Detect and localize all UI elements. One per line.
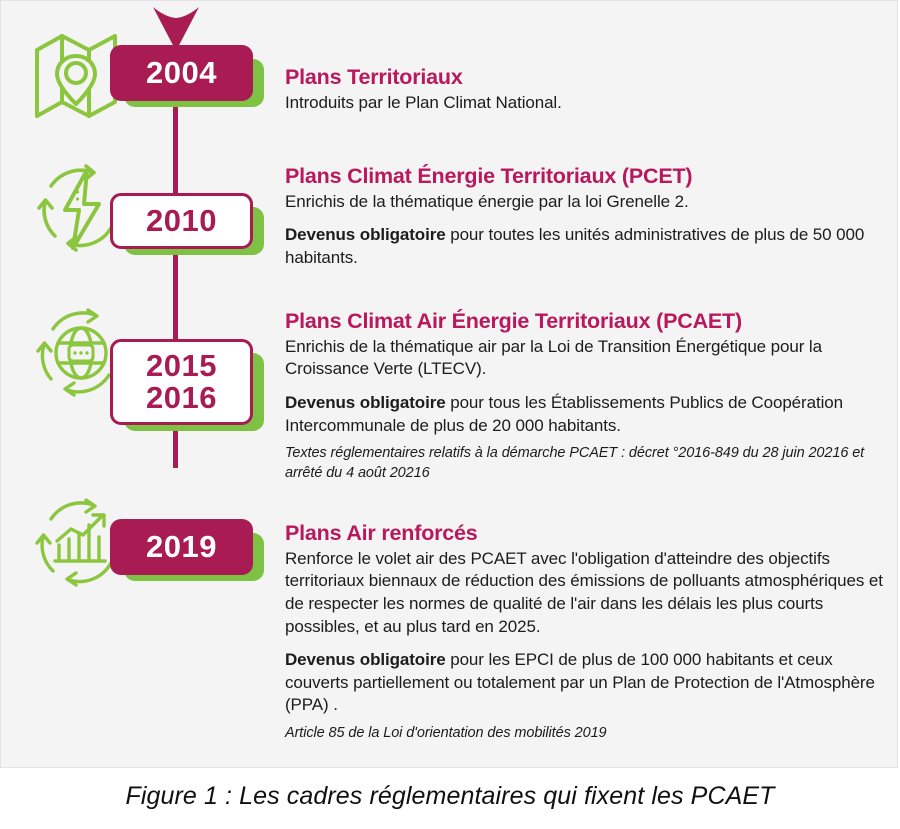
milestone-paragraph	[285, 224, 890, 269]
year-badge-2004	[110, 45, 264, 107]
milestone-paragraph	[285, 336, 890, 381]
paragraph-text: Introduits par le Plan Climat National.	[285, 92, 562, 112]
badge-front-card	[110, 45, 253, 101]
paragraph-text: Renforce le volet air des PCAET avec l'obligation d'atteindre des objectifs territoriaux biennaux de réduction des émissions de polluants atmosphériques et de respecter les normes de qualité de l'air dans les délais les plus courts possibles, et au plus tard en 2025.	[285, 548, 883, 636]
year-badge-2019	[110, 519, 264, 581]
badge-front-card	[110, 519, 253, 575]
figure-caption: Figure 1 : Les cadres réglementaires qui fixent les PCAET	[125, 782, 775, 810]
badge-front-card	[110, 193, 253, 249]
milestone-paragraph	[285, 392, 890, 437]
year-label: 2019	[146, 529, 217, 565]
paragraph-text: Enrichis de la thématique air par la Loi de Transition Énergétique pour la Croissance Verte (LTECV).	[285, 336, 822, 379]
milestone-note: Article 85 de la Loi d'orientation des mobilités 2019	[285, 725, 607, 742]
year-badge-2015-2016	[110, 339, 264, 431]
year-label: 2015	[146, 348, 217, 384]
paragraph-lead: Devenus obligatoire	[285, 225, 446, 245]
milestone-heading: Plans Air renforcés	[285, 521, 478, 545]
timeline-connector-2	[173, 245, 178, 353]
milestone-paragraph	[285, 92, 890, 115]
milestone-heading: Plans Climat Énergie Territoriaux (PCET)	[285, 164, 693, 188]
year-label: 2004	[146, 55, 217, 91]
paragraph-text: pour tous les Établissements Publics de Coopération Intercommunale de plus de 20 000 habitants.	[285, 393, 843, 435]
timeline-text-2019	[285, 521, 890, 744]
milestone-paragraph	[285, 191, 890, 214]
timeline-arrow-icon	[149, 1, 203, 51]
timeline-text-2010	[285, 164, 890, 270]
paragraph-lead: Devenus obligatoire	[285, 393, 446, 413]
paragraph-text: pour les EPCI de plus de 100 000 habitants et ceux couverts partiellement ou totalement par un Plan de Protection de l'Atmosphère (PPA) .	[285, 650, 875, 715]
milestone-paragraph	[285, 649, 890, 717]
timeline-text-2004	[285, 65, 890, 114]
milestone-heading: Plans Climat Air Énergie Territoriaux (PCAET)	[285, 309, 742, 333]
milestone-note: Textes réglementaires relatifs à la démarche PCAET : décret °2016-849 du 28 juin 20216 et arrêté du 4 août 20216	[285, 445, 865, 481]
milestone-paragraph	[285, 548, 890, 638]
year-label: 2016	[146, 380, 217, 415]
year-badge-2010	[110, 193, 264, 255]
paragraph-text: pour toutes les unités administratives de plus de 50 000 habitants.	[285, 225, 865, 268]
badge-front-card	[110, 339, 253, 425]
paragraph-lead: Devenus obligatoire	[285, 650, 446, 670]
milestone-heading: Plans Territoriaux	[285, 65, 463, 89]
timeline-text-2015-2016	[285, 309, 890, 484]
paragraph-text: Enrichis de la thématique énergie par la loi Grenelle 2.	[285, 191, 689, 211]
year-label: 2010	[146, 203, 217, 239]
